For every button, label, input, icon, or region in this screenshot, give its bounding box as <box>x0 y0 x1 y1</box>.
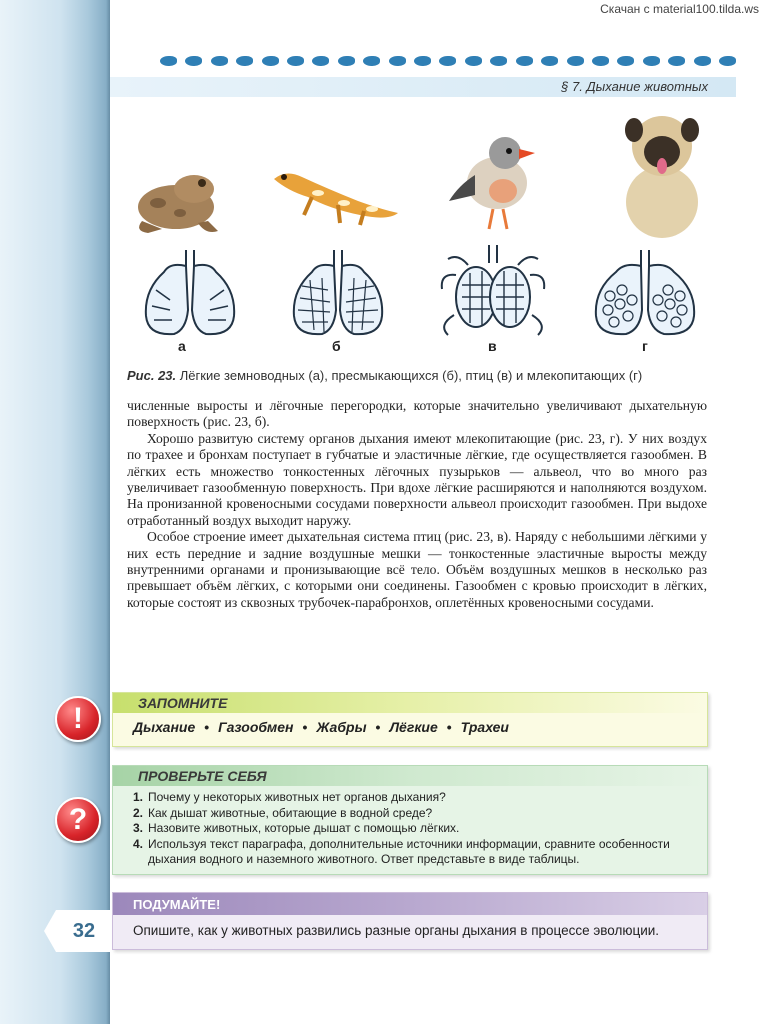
animal-silhouette-icon <box>389 56 406 66</box>
finch-image <box>445 125 540 237</box>
animal-silhouette-icon <box>211 56 228 66</box>
animal-silhouette-icon <box>592 56 609 66</box>
animal-silhouette-icon <box>516 56 533 66</box>
question-item: 3. Назовите животных, которые дышат с помощью лёгких. <box>133 821 460 835</box>
think-title: ПОДУМАЙТЕ! <box>113 893 707 915</box>
question-item: 2. Как дышат животные, обитающие в водной среде? <box>133 805 433 820</box>
page-number: 32 <box>72 920 96 942</box>
figure-caption-text: Лёгкие земноводных (а), пресмыкающихся (б), птиц (в) и млекопитающих (г) <box>176 368 643 383</box>
bird-lungs-diagram <box>438 245 548 340</box>
paragraph: Особое строение имеет дыхательная система птиц (рис. 23, в). Наряду с небольшими лёгкими у них есть передние и задние воздушные мешки — тонкостенные эластичные выросты между внутренними органами и пронизывающие всё тело. Объём воздушных мешков в несколько раз превышает объём лёгких, с которыми они соединены. Газообмен с кровью происходит в лёгких, которые состоят из сквозных трубочек-парабронхов, оплетённых кровеносными сосудами. <box>127 529 707 610</box>
toad-image <box>128 165 223 237</box>
figure-caption-number: Рис. 23. <box>127 368 177 383</box>
check-title: ПРОВЕРЬТЕ СЕБЯ <box>113 766 707 786</box>
body-text <box>127 398 707 611</box>
animal-silhouette-icon <box>338 56 355 66</box>
term: Жабры <box>316 719 367 735</box>
paragraph: численные выросты и лёгочные перегородки, которые значительно увеличивают дыхательную поверхность (рис. 23, б). <box>127 398 707 430</box>
animal-silhouette-icon <box>668 56 685 66</box>
term: Трахеи <box>460 719 509 735</box>
left-margin-strip <box>0 0 110 1024</box>
figure-label-a: а <box>178 338 186 354</box>
figure-label-g: г <box>642 338 648 354</box>
remember-title: ЗАПОМНИТЕ <box>113 693 707 713</box>
check-yourself-box <box>112 765 708 875</box>
think-box <box>112 892 708 950</box>
paragraph: Хорошо развитую систему органов дыхания имеют млекопитающие (рис. 23, г). У них воздух по трахее и бронхам поступает в губчатые и эластичные лёгкие, где осуществляется газообмен. В лёгких есть множество тонкостенных лёгочных пузырьков — альвеол, что во много раз увеличивает газообменную поверхность. При вдохе лёгкие расширяются и наполняются воздухом. На пронизанной кровеносными сосудами поверхности альвеол происходит газообмен. При выдохе отработанный воздух выходит наружу. <box>127 430 707 528</box>
animal-silhouette-icon <box>363 56 380 66</box>
animal-silhouette-icon <box>236 56 253 66</box>
mammal-lungs-diagram <box>590 250 700 340</box>
figure-label-v: в <box>488 338 497 354</box>
remember-terms: Дыхание • Газообмен • Жабры • Лёгкие • Трахеи <box>133 719 509 735</box>
figure-label-b: б <box>332 338 341 354</box>
animal-silhouette-icon <box>643 56 660 66</box>
animal-silhouette-icon <box>465 56 482 66</box>
question-item: 4. Используя текст параграфа, дополнительные источники информации, сравните особенности дыхания водного и наземного животного. Ответ представьте в виде таблицы. <box>133 836 670 866</box>
source-note: Скачан с material100.tilda.ws <box>600 2 759 16</box>
question-item: 1. Почему у некоторых животных нет органов дыхания? <box>133 790 446 804</box>
animal-silhouette-icon <box>490 56 507 66</box>
term: Газообмен <box>218 719 294 735</box>
figure-caption <box>127 368 727 383</box>
think-text: Опишите, как у животных развились разные органы дыхания в процессе эволюции. <box>133 923 660 938</box>
question-icon: ? <box>55 797 101 843</box>
animal-silhouette-band <box>160 52 736 70</box>
remember-box <box>112 692 708 747</box>
animal-silhouette-icon <box>567 56 584 66</box>
pug-image <box>614 110 709 240</box>
gecko-image <box>268 167 403 229</box>
animal-silhouette-icon <box>617 56 634 66</box>
term: Дыхание <box>133 719 196 735</box>
animal-silhouette-icon <box>414 56 431 66</box>
reptile-lungs-diagram <box>288 250 388 340</box>
question-list <box>113 786 707 868</box>
animal-silhouette-icon <box>541 56 558 66</box>
animal-silhouette-icon <box>262 56 279 66</box>
section-header: § 7. Дыхание животных <box>110 77 736 97</box>
term: Лёгкие <box>389 719 438 735</box>
animal-silhouette-icon <box>694 56 711 66</box>
animal-silhouette-icon <box>719 56 736 66</box>
animal-silhouette-icon <box>287 56 304 66</box>
animal-silhouette-icon <box>160 56 177 66</box>
animal-silhouette-icon <box>439 56 456 66</box>
exclamation-icon: ! <box>55 696 101 742</box>
animal-silhouette-icon <box>185 56 202 66</box>
amphibian-lungs-diagram <box>140 250 240 340</box>
animal-silhouette-icon <box>312 56 329 66</box>
figure-23 <box>120 105 720 365</box>
